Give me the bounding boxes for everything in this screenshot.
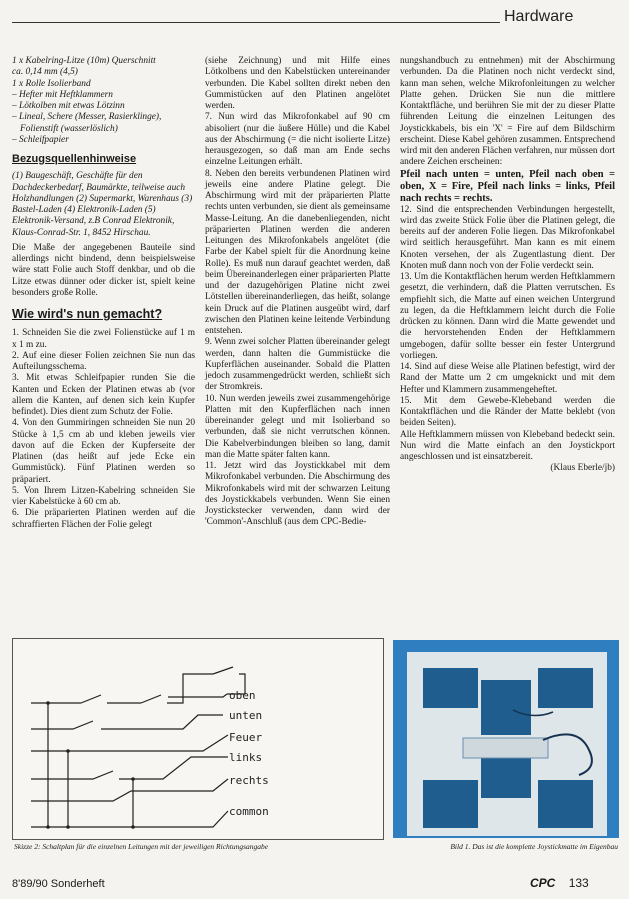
materials-line: – Schleifpapier xyxy=(12,134,69,145)
body-paragraph: nungshandbuch zu entnehmen) mit der Abschirmung verbunden. Da die Platinen noch nicht verdeckt sind, kann man sehen, welche Mikrofonleitungen zu welcher Platte gehen. Drücken Sie nun die mittlere Kontaktfläche, und berühren Sie mit der zu dieser Platte führenden Leitung die einzelnen Leitungen des Joystickkabels, bis ein 'X' = Fire auf dem Bildschirm erscheint. Diese Kabel gehören zusammen. Entsprechend wird mit den anderen Flächen verfahren, nur müssen dort andere Zeichen erscheinen: xyxy=(400,56,615,168)
joystick-mat-photo xyxy=(393,640,619,838)
body-paragraph: 8. Neben den bereits verbundenen Platinen wird jeweils eine andere Platine gelegt. Die Abschirmung wird mit der präparierten Platte rechts unten verbunden, sie dient als gemeinsame Masse-Leitung. An die danebenliegenden, nicht präparierten Platinen werden die anderen Leitungen des Mikrofonkabels angelötet (die Farbe der Kabel spielt für die Anordnung keine Rolle). Es muß nun darauf geachtet werden, daß beim Übereinanderlegen einer präparierten Platte und der dazugehörigen Platine nicht zwei Lötstellen übereinanderliegen, das heißt, solange kein Druck auf die Platinen ausgeübt wird, darf zwischen den Platinen keine leitende Verbindung entstehen. xyxy=(205,168,390,336)
direction-mapping: Pfeil nach unten = unten, Pfeil nach oben = oben, X = Fire, Pfeil nach links = links, Pfeil nach rechts = rechts. xyxy=(400,168,615,204)
materials-line: Folienstift (wasserlöslich) xyxy=(20,123,118,134)
body-paragraph: (siehe Zeichnung) und mit Hilfe eines Lötkolbens und den Kabelstücken untereinander verbunden. Die Kabel sollten direkt neben den Gummistücken auf den Platinen angelötet werden. xyxy=(205,56,390,111)
sources-text: (1) Baugeschäft, Geschäfte für den Dachdeckerbedarf, Baumärkte, teilweise auch Holzhandlungen (2) Supermarkt, Warenhaus (3) Bastel-Laden (4) Elektronik-Laden (5) Elektronik-Versand, z.B Conrad Elektronik, Klaus-Conrad-Str. 1, 8452 Hirschau. xyxy=(12,171,193,238)
step-paragraph: 1. Schneiden Sie die zwei Folienstücke auf 1 m x 1 m zu. xyxy=(12,328,195,350)
materials-line: 1 x Kabelring-Litze (10m) Querschnitt xyxy=(12,56,156,66)
step-paragraph: 5. Von Ihrem Litzen-Kabelring schneiden Sie vier Kabelstücke à 60 cm ab. xyxy=(12,485,195,507)
column-1 xyxy=(12,56,195,531)
label-oben: oben xyxy=(229,689,256,702)
section-heading: Wie wird's nun gemacht? xyxy=(12,307,163,321)
label-rechts: rechts xyxy=(229,774,269,787)
issue-label: 8'89/90 Sonderheft xyxy=(12,878,105,890)
materials-line: – Lineal, Schere (Messer, Rasierklinge), xyxy=(12,112,162,123)
photo-caption: Bild 1. Das ist die komplette Joystickmatte im Eigenbau xyxy=(450,842,618,851)
page-footer xyxy=(530,876,589,890)
body-paragraph: 10. Nun werden jeweils zwei zusammengehörige Platten mit den Kupferflächen nach innen übereinander gelegt und mit Isolierband so verbunden, daß sie nicht verrutschen können. Die Kabelverbindungen bleiben so lang, damit man die Matte später falten kann. xyxy=(205,393,390,460)
label-common: common xyxy=(229,805,269,818)
step-paragraph: 4. Von den Gummiringen schneiden Sie nun 20 Stücke à 1,5 cm ab und kleben jeweils vier davon auf die Ecken der Kupferseite der Platinen (das heißt auf jede Ecke ein Gummistück). Fünf Platinen werden so präpariert. xyxy=(12,418,195,485)
step-paragraph: 6. Die präparierten Platinen werden auf die schraffierten Flächen der Folie gelegt xyxy=(12,508,195,530)
body-paragraph: 11. Jetzt wird das Joystickkabel mit dem Mikrofonkabel verbunden. Die Abschirmung des Mikrofonkabels wird mit der schwarzen Leitung des Joystickkabels verbunden. Wenn Sie einen Joystickstecker verwenden, dann wird der 'Common'-Anschluß (aus dem CPC-Bedie- xyxy=(205,461,390,528)
section-title: Hardware xyxy=(504,8,574,25)
circuit-diagram xyxy=(12,638,384,840)
magazine-logo: CPC xyxy=(530,876,556,890)
body-paragraph: 12. Sind die entsprechenden Verbindungen hergestellt, wird das zweite Stück Folie über die Platinen gelegt, die bereits auf der anderen Folie liegen. Das Mikrofonkabel wird seitlich herausgeführt. Man kann es mit einem Knoten versehen, der als Zugentlastung dient. Der Knoten muß dann noch von der Folie verdeckt sein. xyxy=(400,204,615,271)
materials-line: – Hefter mit Heftklammern xyxy=(12,89,113,100)
column-3 xyxy=(400,56,615,475)
body-paragraph: 14. Sind auf diese Weise alle Platinen befestigt, wird der Rand der Matte um 2 cm umgeknickt und mit dem Hefter und Klammern zusammengeheftet. xyxy=(400,362,615,395)
body-paragraph: 15. Mit dem Gewebe-Klebeband werden die Kontaktflächen und die Ränder der Matte beklebt (von beiden Seiten). xyxy=(400,395,615,429)
diagram-caption: Skizze 2: Schaltplan für die einzelnen Leitungen mit der jeweiligen Richtungsangabe xyxy=(14,842,269,851)
materials-line: 1 x Rolle Isolierband xyxy=(12,78,91,89)
label-feuer: Feuer xyxy=(229,731,263,744)
label-unten: unten xyxy=(229,709,263,722)
body-paragraph: 7. Nun wird das Mikrofonkabel auf 90 cm abisoliert (nur die äußere Hülle) und die Kabel aus der Abschirmung (= die nicht isolierte Litze) herausgezogen, so daß man am Ende sechs einzelne Leitungen erhält. xyxy=(205,112,390,168)
body-paragraph: 9. Wenn zwei solcher Platten übereinander gelegt werden, dann halten die Gummistücke die Kupferflächen auseinander. Sobald die Platten jedoch zusammengedrückt werden, schließt sich der Stromkreis. xyxy=(205,337,390,393)
body-paragraph: 13. Um die Kontaktflächen herum werden Heftklammern gesetzt, die verhindern, daß die Platten verrutschen. Es empfiehlt sich, die Matte auf einen weichen Untergrund zu legen, da die Heftklammern leicht durch die Folie drücken zu können. Dann wird die Matte gewendet und die hervorstehenden Enden der Heftklammern umgebogen, dafür sollte besser ein fester Untergrund vorliegen. xyxy=(400,272,615,361)
header-rule xyxy=(12,22,500,23)
sources-heading: Bezugsquellenhinweise xyxy=(12,153,137,165)
label-links: links xyxy=(229,751,263,764)
step-paragraph: 2. Auf eine dieser Folien zeichnen Sie nun das Aufteilungsschema. xyxy=(12,350,195,372)
author-credit: (Klaus Eberle/jb) xyxy=(550,463,615,474)
materials-line: ca. 0,14 mm (4,5) xyxy=(12,67,78,78)
circuit-schematic xyxy=(13,639,383,839)
step-paragraph: 3. Mit etwas Schleifpapier runden Sie die Kanten und Ecken der Platinen etwas ab (vor allem die Kanten, auf denen sich kein Kupfer befindet). Dies dient zum Schutz der Folie. xyxy=(12,373,195,417)
note-paragraph: Die Maße der angegebenen Bauteile sind allerdings nicht bindend, denn beispielsweise wäre statt Folie auch Stoff denkbar, und ob die Litze etwas dünner oder dicker ist, spielt keine besonders große Rolle. xyxy=(12,242,195,298)
materials-line: – Lötkolben mit etwas Lötzinn xyxy=(12,101,125,111)
page-number: 133 xyxy=(568,876,589,890)
body-paragraph: Alle Heftklammern müssen von Klebeband bedeckt sein. Nun wird die Matte einfach an den Joystickport angeschlossen und ist einsatzbereit. xyxy=(400,429,615,462)
column-2 xyxy=(205,56,390,529)
